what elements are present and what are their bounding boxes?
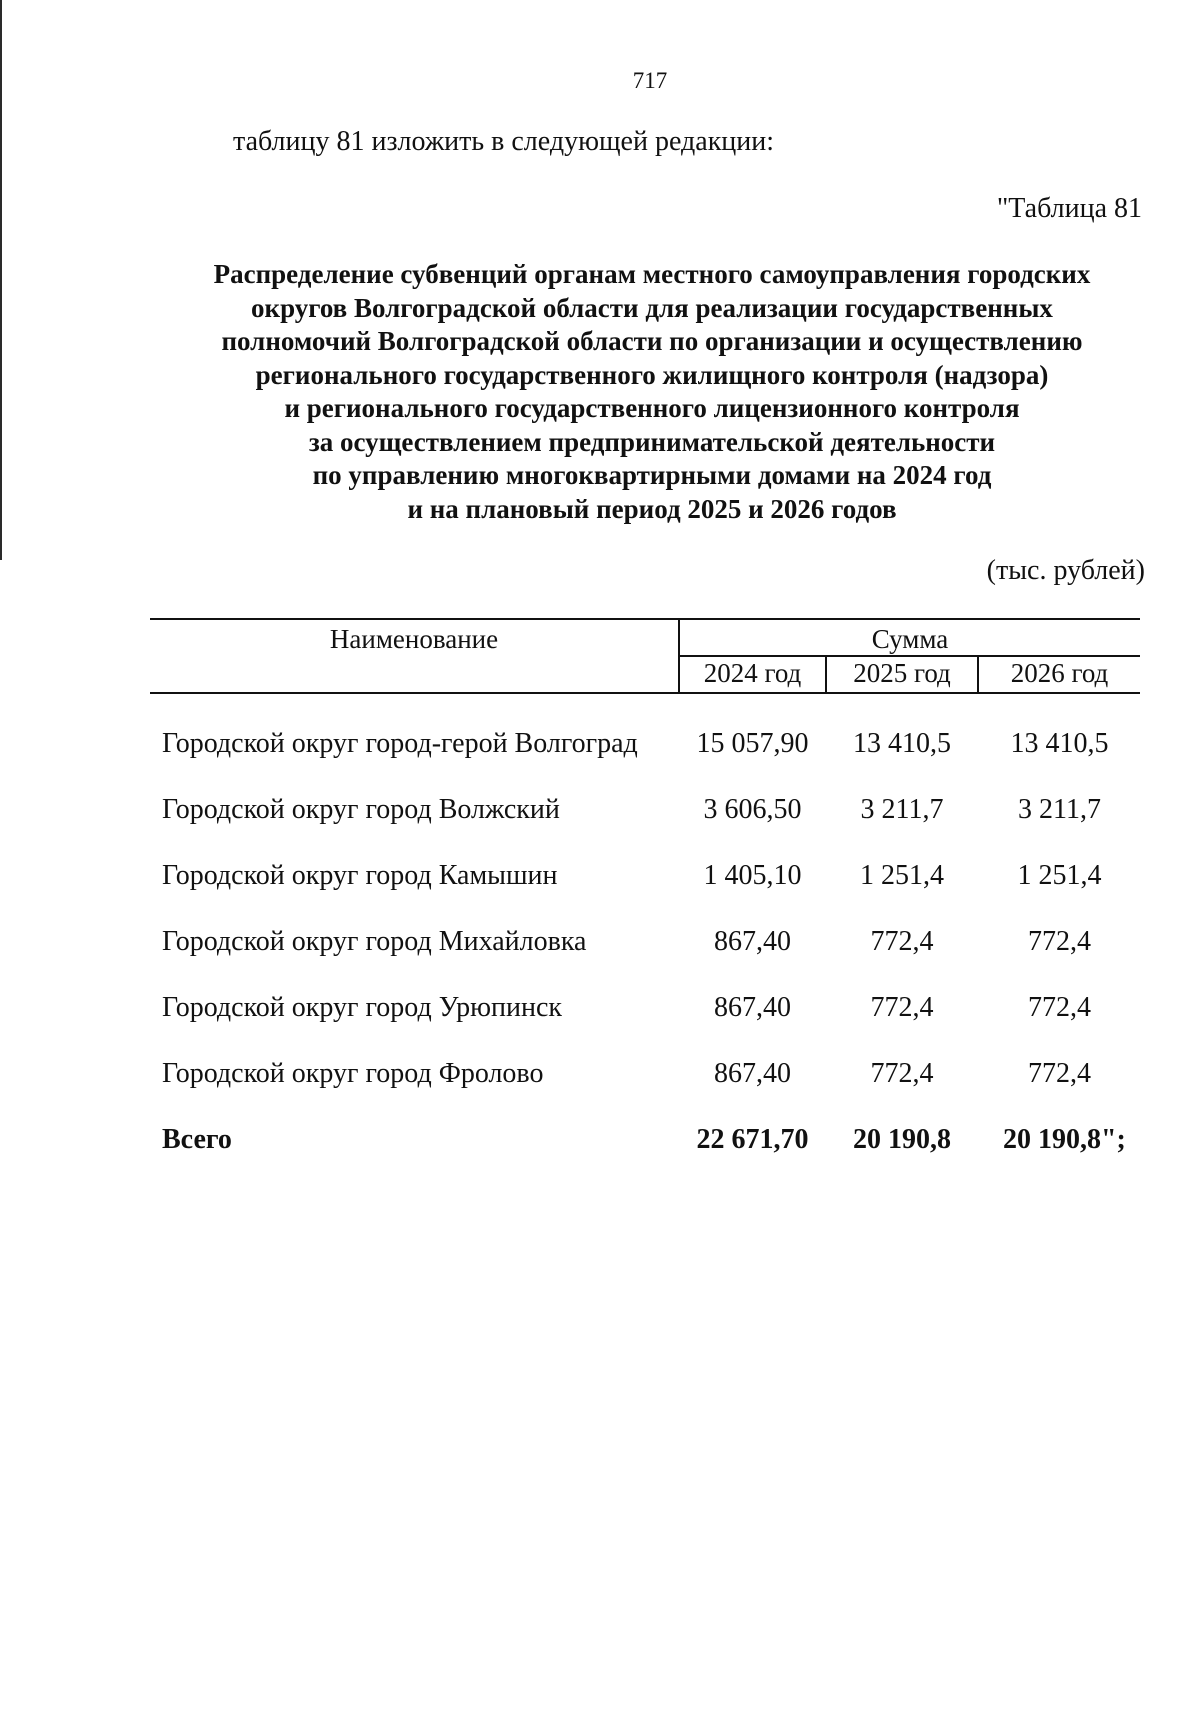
header-sum: Сумма bbox=[871, 624, 949, 654]
row-value-2025: 772,4 bbox=[870, 926, 934, 957]
intro-text: таблицу 81 изложить в следующей редакции: bbox=[233, 126, 775, 157]
total-value-2024: 22 671,70 bbox=[696, 1124, 809, 1155]
heading-line: Распределение субвенций органам местного самоуправления городских bbox=[213, 259, 1091, 289]
row-value-2024: 1 405,10 bbox=[703, 860, 802, 891]
units-label: (тыс. рублей) bbox=[986, 555, 1145, 586]
row-value-2025: 3 211,7 bbox=[860, 794, 944, 825]
table-reference: "Таблица 81 bbox=[996, 193, 1142, 224]
row-name: Городской округ город Урюпинск bbox=[162, 992, 562, 1023]
row-name: Городской округ город Михайловка bbox=[162, 926, 587, 957]
heading-line: за осуществлением предпринимательской деятельности bbox=[308, 426, 996, 457]
total-label: Всего bbox=[162, 1124, 232, 1155]
heading-line: регионального государственного жилищного контроля (надзора) bbox=[255, 359, 1049, 390]
row-value-2025: 772,4 bbox=[870, 1058, 934, 1089]
row-value-2026: 3 211,7 bbox=[1018, 794, 1101, 825]
heading-line: по управлению многоквартирными домами на 2024 год bbox=[312, 460, 992, 490]
row-name: Городской округ город Волжский bbox=[162, 794, 560, 825]
table-header bbox=[150, 618, 1140, 694]
row-value-2026: 772,4 bbox=[1028, 992, 1091, 1023]
table-row bbox=[150, 794, 1140, 860]
row-value-2024: 867,40 bbox=[714, 992, 791, 1023]
row-value-2024: 15 057,90 bbox=[696, 728, 809, 759]
table-row bbox=[150, 992, 1140, 1058]
table-row bbox=[150, 860, 1140, 926]
row-value-2025: 13 410,5 bbox=[853, 728, 951, 759]
heading-line: округов Волгоградской области для реализации государственных bbox=[251, 292, 1053, 323]
table-row bbox=[150, 728, 1140, 794]
page-number: 717 bbox=[632, 68, 668, 93]
row-value-2026: 772,4 bbox=[1028, 1058, 1091, 1089]
row-name: Городской округ город Камышин bbox=[162, 860, 558, 891]
heading-line: полномочий Волгоградской области по организации и осуществлению bbox=[221, 326, 1083, 356]
row-value-2025: 1 251,4 bbox=[860, 860, 944, 891]
total-row bbox=[150, 1124, 1140, 1190]
total-value-2025: 20 190,8 bbox=[853, 1124, 951, 1155]
row-value-2024: 867,40 bbox=[714, 1058, 791, 1089]
row-name: Городской округ город Фролово bbox=[162, 1058, 544, 1089]
header-year-2025: 2025 год bbox=[853, 658, 951, 688]
table-row bbox=[150, 926, 1140, 992]
document-heading bbox=[152, 258, 1152, 526]
header-name: Наименование bbox=[329, 624, 499, 654]
heading-line: и регионального государственного лицензионного контроля bbox=[284, 393, 1020, 423]
row-value-2024: 3 606,50 bbox=[703, 794, 802, 825]
table-body bbox=[150, 728, 1140, 1190]
total-value-2026: 20 190,8"; bbox=[1003, 1124, 1126, 1155]
row-name: Городской округ город-герой Волгоград bbox=[162, 728, 638, 759]
table-row bbox=[150, 1058, 1140, 1124]
header-year-2026: 2026 год bbox=[1010, 658, 1109, 688]
row-value-2026: 772,4 bbox=[1028, 926, 1091, 957]
row-value-2026: 13 410,5 bbox=[1010, 728, 1109, 759]
row-value-2024: 867,40 bbox=[714, 926, 791, 957]
heading-line: и на плановый период 2025 и 2026 годов bbox=[407, 493, 897, 524]
row-value-2026: 1 251,4 bbox=[1017, 860, 1102, 891]
subvention-table bbox=[150, 618, 1140, 1190]
header-divider bbox=[680, 655, 1140, 657]
row-value-2025: 772,4 bbox=[870, 992, 934, 1023]
header-year-2024: 2024 год bbox=[703, 658, 802, 688]
